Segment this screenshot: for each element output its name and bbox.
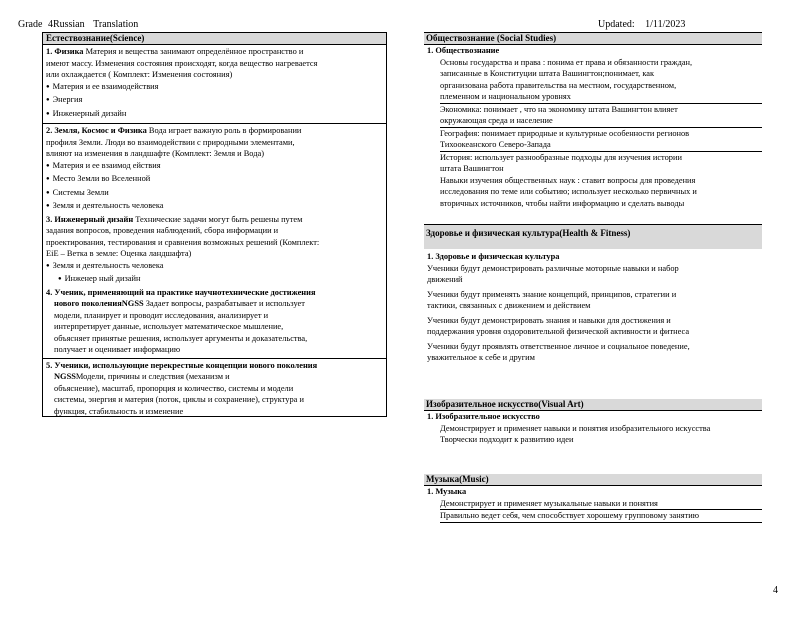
- physics-bullet: ● Энергия: [46, 94, 383, 108]
- skills-line: Навыки изучения общественных наук : ставит вопросы для проведения: [440, 175, 696, 185]
- health-section: [424, 224, 762, 364]
- earth-title: 2. Земля, Космос и Физика: [46, 126, 147, 135]
- earth-bullet: ● Место Земли во Вселенной: [46, 173, 383, 187]
- practice-line-4: объясняет принятые решения, использует аргументы и доказательства,: [54, 333, 308, 343]
- art-item-title: 1. Изобразительное искусство: [427, 412, 540, 421]
- engineering-line-3: проектирования, тестирования и сравнения возможных решений (Комплект:: [46, 237, 320, 247]
- music-section: [424, 474, 762, 523]
- health-outcome: [427, 289, 762, 312]
- science-section: [42, 32, 387, 417]
- crosscutting-title: 5. Ученики, использующие перекрестные концепции нового поколения: [46, 360, 318, 370]
- engineering-line-2: задания вопросов, проведения наблюдений, сбора информации и: [46, 226, 279, 235]
- crosscutting-ngss: NGSS: [54, 372, 76, 381]
- social-studies-section: [424, 32, 762, 209]
- social-heading: Обществознание (Social Studies): [424, 32, 762, 45]
- translation-label: Translation: [93, 19, 139, 30]
- history-block: [440, 152, 762, 210]
- crosscutting-line-4: функция, стабильность и изменение: [54, 406, 184, 416]
- art-outcome-line: Творчески подходит к развитию идеи: [440, 435, 574, 444]
- civics-block: [440, 57, 762, 104]
- civics-line: организована работа правительства на местном, государственном,: [440, 80, 677, 90]
- physics-line-2: имеют массу. Изменения состояния происходят, когда вещество нагревается: [46, 58, 318, 68]
- practice-title-a: 4. Ученик, применяющий на практике научно: [46, 287, 222, 297]
- social-strands: [424, 57, 762, 210]
- visual-art-section: [424, 399, 762, 446]
- economics-line: Экономика: понимает , что на экономику штата Вашингтон влияет: [440, 104, 678, 114]
- physics-title: 1. Физика: [46, 47, 84, 56]
- music-item-title: 1. Музыка: [427, 487, 467, 496]
- grade-language: 4Russian: [47, 19, 85, 30]
- health-outcome-line: тактики, связанных с движением и действием: [427, 301, 591, 310]
- health-outcomes: [424, 263, 762, 364]
- crosscutting-line-1: Модели, причины и следствия (механизм и: [75, 372, 230, 381]
- music-outcome-line: Правильно ведет себя, чем способствует хорошему групповому занятию: [440, 510, 762, 523]
- practice-title-c: нового поколения: [54, 299, 122, 308]
- engineering-title: 3. Инженерный дизайн: [46, 214, 134, 224]
- health-outcome-line: Ученики будут применять знание концепций, принципов, стратегии и: [427, 289, 677, 299]
- engineering-bullet: ● Инженер ный дизайн: [46, 273, 383, 287]
- art-outcomes: [424, 423, 762, 446]
- health-outcome: [427, 341, 762, 364]
- health-outcome-line: Ученики будут проявлять ответственное личное и социальное поведение,: [427, 341, 690, 351]
- economics-block: [440, 104, 762, 128]
- geography-line: География: понимает природные и культурные особенности регионов: [440, 128, 690, 138]
- updated-label: Updated:: [598, 19, 635, 30]
- crosscutting-line-2: объяснение), масштаб, пропорция и количество, системы и модели: [54, 383, 294, 393]
- art-outcome-line: Демонстрирует и применяет навыки и понятия изобразительного искусства: [440, 423, 711, 433]
- geography-block: [440, 128, 762, 152]
- earth-line-1: Вода играет важную роль в формировании: [146, 126, 302, 135]
- engineering-line-4: EiE – Ветка в земле: Оценка ландшафта): [46, 249, 192, 258]
- health-outcome: [427, 315, 762, 338]
- header-right: [598, 19, 685, 31]
- health-outcome-line: уважительное к себе и другим: [427, 353, 535, 362]
- updated-date: 1/11/2023: [645, 19, 686, 30]
- page-number: 4: [773, 585, 778, 596]
- earth-line-3: влияют на изменения в ландшафте (Комплект: Земля и Вода): [46, 149, 265, 158]
- health-outcome-line: Ученики будут демонстрировать знания и навыки для достижения и: [427, 315, 671, 325]
- health-heading: [424, 224, 762, 249]
- health-outcome-line: поддержания уровня оздоровительной физической активности и фитнеса: [427, 327, 690, 336]
- music-outcome-line: Демонстрирует и применяет музыкальные навыки и понятия: [440, 498, 762, 511]
- social-item-title: 1. Обществознание: [427, 46, 500, 55]
- practice-line-5: получает и оценивает информацию: [54, 345, 181, 354]
- header-left: [18, 19, 138, 31]
- grade-label: Grade: [18, 19, 43, 30]
- art-heading: Изобразительное искусство(Visual Art): [424, 399, 762, 411]
- practice-title-b: технические достижения: [221, 287, 316, 297]
- science-heading: Естествознание(Science): [43, 33, 386, 45]
- music-heading: Музыка(Music): [424, 474, 762, 486]
- practice-line-3: интерпретирует данные, использует математическое мышление,: [54, 322, 284, 331]
- skills-line: вторичных источников, чтобы найти информацию и сделать выводы: [440, 198, 685, 208]
- health-heading-en: (Health & Fitness): [559, 228, 631, 238]
- health-item-title: 1. Здоровье и физическая культура: [427, 252, 560, 261]
- civics-line: племенном и национальном уровнях: [440, 92, 571, 101]
- civics-line: записанные в Конституции штата Вашингтон;понимает, как: [440, 69, 655, 78]
- engineering-bullet: ● Земля и деятельность человека: [46, 260, 383, 274]
- geography-line: Тихоокеанского Северо-Запада: [440, 140, 551, 149]
- civics-line: Основы государства и права : понима ет права и обязанности граждан,: [440, 57, 693, 67]
- history-line: штата Вашингтон: [440, 164, 504, 173]
- economics-line: окружающая среда и население: [440, 116, 553, 125]
- music-outcomes: [424, 498, 762, 523]
- health-outcome: [427, 263, 762, 286]
- physics-line-3: или охлаждается ( Комплект: Изменения состояния): [46, 70, 233, 79]
- earth-bullet: ● Системы Земли: [46, 187, 383, 201]
- health-heading-ru: Здоровье и физическая культура: [426, 228, 560, 238]
- health-outcome-line: Ученики будут демонстрировать различные моторные навыки и набор: [427, 263, 679, 273]
- health-outcome-line: движений: [427, 275, 463, 284]
- practice-ngss: NGSS: [121, 299, 144, 308]
- science-item-crosscutting: [43, 358, 386, 420]
- science-item-earth: [43, 123, 386, 358]
- engineering-line-1: Технические задачи могут быть решены путем: [133, 214, 303, 224]
- skills-line: исследования по теме или событию; использует несколько первичных и: [440, 187, 697, 196]
- practice-line-2: модели, планирует и проводит исследования, анализирует и: [54, 310, 269, 320]
- crosscutting-line-3: системы, энергия и материя (поток, циклы и сохранение), структура и: [54, 395, 304, 404]
- earth-bullet: ● Земля и деятельность человека: [46, 200, 383, 214]
- physics-bullet: ● Материя и ее взаимодействия: [46, 81, 383, 95]
- earth-line-2: профиля Земли. Люди во взаимодействии с природными элементами,: [46, 137, 295, 147]
- practice-line-1: Задает вопросы, разрабатывает и использует: [143, 299, 305, 308]
- science-item-physics: [43, 45, 386, 123]
- history-line: История: использует разнообразные подходы для изучения истории: [440, 152, 682, 162]
- physics-bullet: ● Инженерный дизайн: [46, 108, 383, 122]
- physics-line-1: Материя и вещества занимают определённое пространство и: [83, 47, 304, 56]
- earth-bullet: ● Материя и ее взаимод ействия: [46, 160, 383, 174]
